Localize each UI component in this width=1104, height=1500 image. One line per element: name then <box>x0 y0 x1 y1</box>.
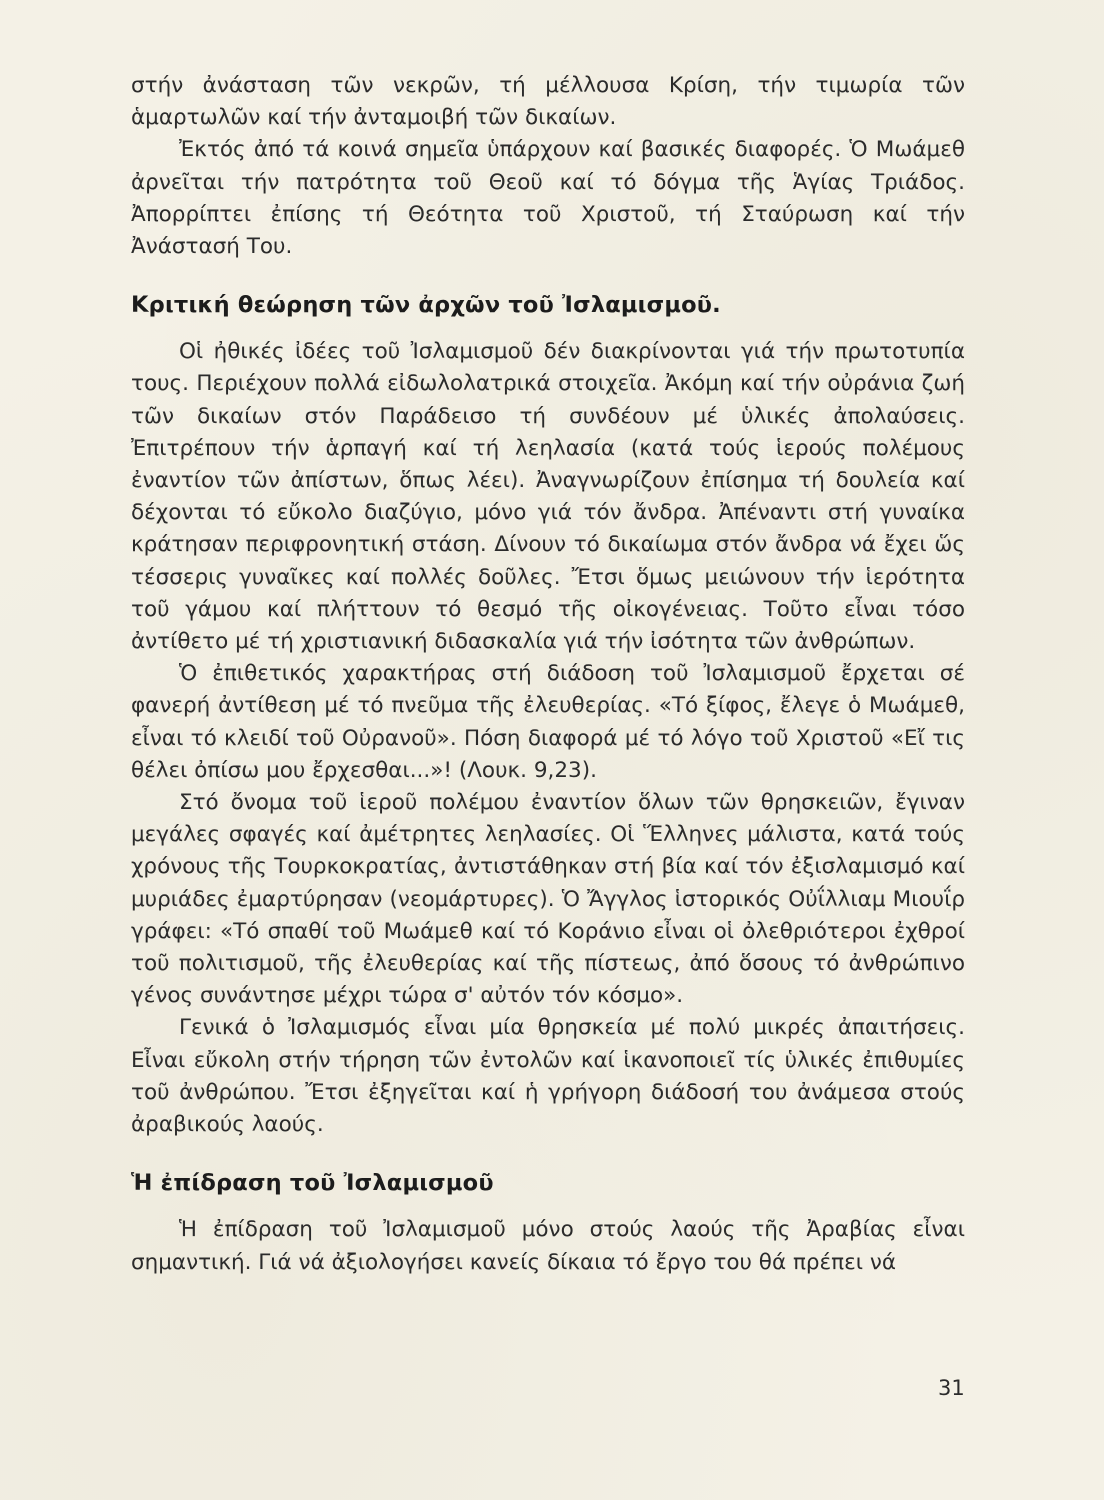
paragraph-influence: Ἡ ἐπίδραση τοῦ Ἰσλαμισμοῦ μόνο στούς λαούς τῆς Ἀραβίας εἶναι σημαντική. Γιά νά ἀξιολογήσει κανείς δίκαια τό ἔργο του θά πρέπει νά <box>131 1217 965 1275</box>
text-column <box>131 70 965 1279</box>
section-heading-critical-review: Κριτική θεώρηση τῶν ἀρχῶν τοῦ Ἰσλαμισμοῦ. <box>131 292 721 319</box>
paragraph-aggressive-spread: Ὁ ἐπιθετικός χαρακτήρας στή διάδοση τοῦ Ἰσλαμισμοῦ ἔρχεται σέ φανερή ἀντίθεση μέ τό πνεῦμα τῆς ἐλευθερίας. «Τό ξίφος, ἔλεγε ὁ Μωάμεθ, εἶναι τό κλειδί τοῦ Οὐρανοῦ». Πόση διαφορά μέ τό λόγο τοῦ Χριστοῦ «Εἴ τις θέλει ὀπίσω μου ἔρχεσθαι...»! (Λουκ. 9,23). <box>131 661 965 783</box>
paragraph-continued: στήν ἀνάσταση τῶν νεκρῶν, τή μέλλουσα Κρίση, τήν τιμωρία τῶν ἁμαρτωλῶν καί τήν ἀνταμοιβή τῶν δικαίων. <box>131 73 965 131</box>
paragraph-differences: Ἐκτός ἀπό τά κοινά σημεῖα ὑπάρχουν καί βασικές διαφορές. Ὁ Μωάμεθ ἀρνεῖται τήν πατρότητα τοῦ Θεοῦ καί τό δόγμα τῆς Ἁγίας Τριάδος. Ἀπορρίπτει ἐπίσης τή Θεότητα τοῦ Χριστοῦ, τή Σταύρωση καί τήν Ἀνάστασή Του. <box>131 137 965 260</box>
section-heading-influence: Ἡ ἐπίδραση τοῦ Ἰσλαμισμοῦ <box>131 1170 494 1197</box>
paragraph-moral-ideas: Οἱ ἠθικές ἰδέες τοῦ Ἰσλαμισμοῦ δέν διακρίνονται γιά τήν πρωτοτυπία τους. Περιέχουν πολλά εἰδωλολατρικά στοιχεῖα. Ἀκόμη καί τήν οὐράνια ζωή τῶν δικαίων στόν Παράδεισο τή συνδέουν μέ ὑλικές ἀπολαύσεις. Ἐπιτρέπουν τήν ἁρπαγή καί τή λεηλασία (κατά τούς ἱερούς πολέμους ἐναντίον τῶν ἀπίστων, ὅπως λέει). Ἀναγνωρίζουν ἐπίσημα τή δουλεία καί δέχονται τό εὔκολο διαζύγιο, μόνο γιά τόν ἄνδρα. Ἀπέναντι στή γυναίκα κράτησαν περιφρονητική στάση. Δίνουν τό δικαίωμα στόν ἄνδρα νά ἔχει ὥς τέσσερις γυναῖκες καί πολλές δοῦλες. Ἔτσι ὅμως μειώνουν τήν ἱερότητα τοῦ γάμου καί πλήττουν τό θεσμό τῆς οἰκογένειας. Τοῦτο εἶναι τόσο ἀντίθετο μέ τή χριστιανική διδασκαλία γιά τήν ἰσότητα τῶν ἀνθρώπων. <box>131 339 965 655</box>
paragraph-general-summary: Γενικά ὁ Ἰσλαμισμός εἶναι μία θρησκεία μέ πολύ μικρές ἀπαιτήσεις. Εἶναι εὔκολη στήν τήρηση τῶν ἐντολῶν καί ἱκανοποιεῖ τίς ὑλικές ἐπιθυμίες τοῦ ἀνθρώπου. Ἔτσι ἐξηγεῖται καί ἡ γρήγορη διάδοσή του ἀνάμεσα στούς ἀραβικούς λαούς. <box>131 1015 965 1138</box>
page-number: 31 <box>938 1376 965 1400</box>
paragraph-holy-war: Στό ὄνομα τοῦ ἱεροῦ πολέμου ἐναντίον ὅλων τῶν θρησκειῶν, ἔγιναν μεγάλες σφαγές καί ἀμέτρητες λεηλασίες. Οἱ Ἕλληνες μάλιστα, κατά τούς χρόνους τῆς Τουρκοκρατίας, ἀντιστάθηκαν στή βία καί τόν ἐξισλαμισμό καί μυριάδες ἐμαρτύρησαν (νεομάρτυρες). Ὁ Ἄγγλος ἱστορικός Οὐΐλλιαμ Μιουΐρ γράφει: «Τό σπαθί τοῦ Μωάμεθ καί τό Κοράνιο εἶναι οἱ ὀλεθριότεροι ἐχθροί τοῦ πολιτισμοῦ, τῆς ἐλευθερίας καί τῆς πίστεως, ἀπό ὅσους τό ἀνθρώπινο γένος συνάντησε μέχρι τώρα σ' αὐτόν τόν κόσμο». <box>131 790 965 1009</box>
